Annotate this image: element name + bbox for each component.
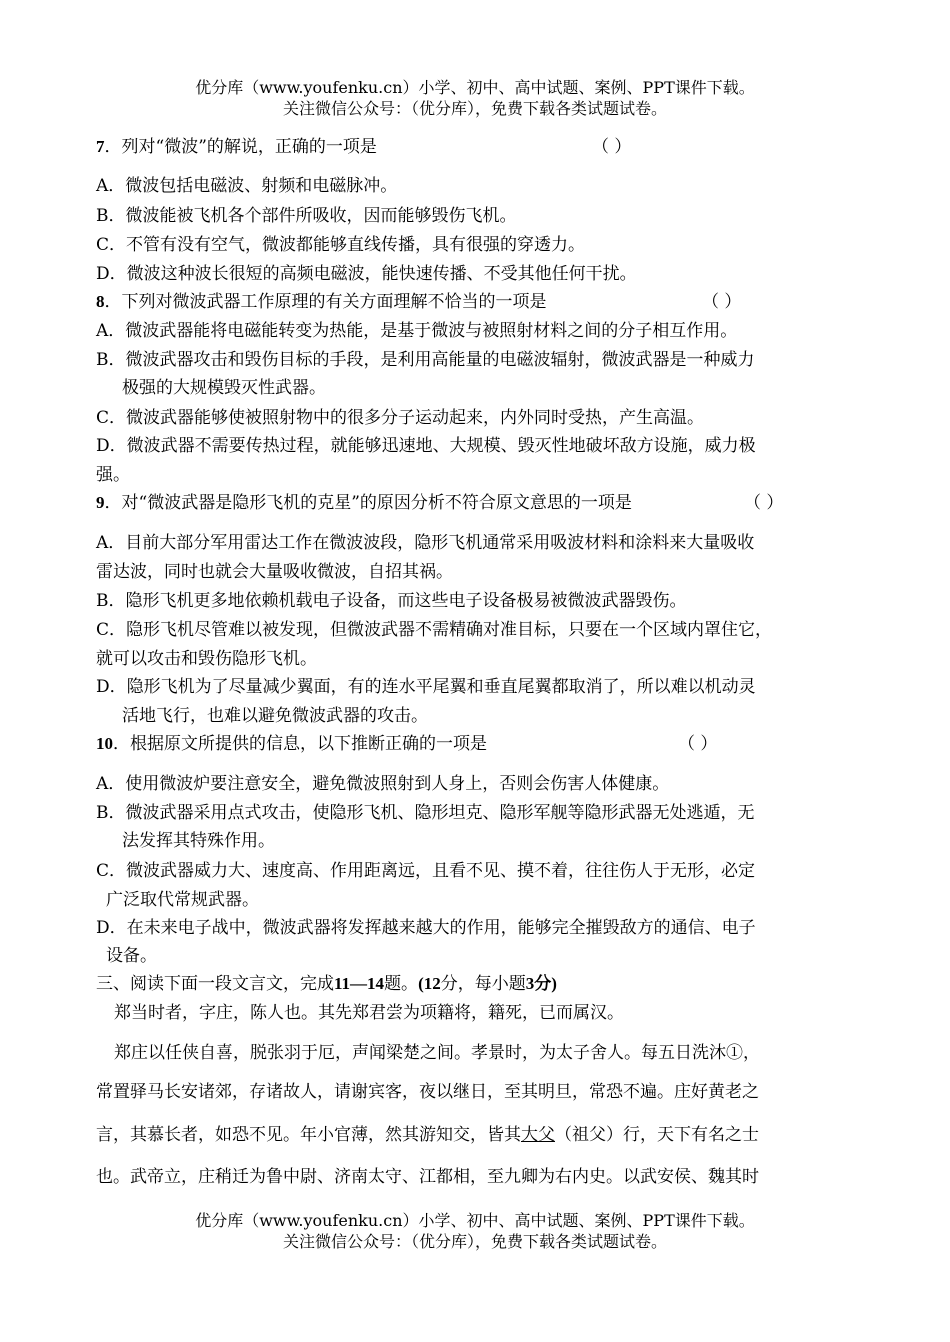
passage-paragraph-2: 郑庄以任侠自喜，脱张羽于厄，声闻梁楚之间。孝景时，为太子舍人。每五日洗沐①， — [114, 1043, 760, 1063]
question-8-option-b-continued: 极强的大规模毁灭性武器。 — [122, 378, 326, 398]
question-9-option-d-continued: 活地飞行，也难以避免微波武器的攻击。 — [122, 706, 428, 726]
question-10-option-a: A．使用微波炉要注意安全，避免微波照射到人身上，否则会伤害人体健康。 — [96, 774, 670, 794]
passage-line-3: 常置驿马长安诸郊，存诸故人，请谢宾客，夜以继日，至其明旦，常恐不遍。庄好黄老之 — [96, 1082, 759, 1102]
question-text: ．列对“微波”的解说，正确的一项是 — [104, 137, 377, 157]
header-line-2: 关注微信公众号：（优分库），免费下载各类试题试卷。 — [282, 99, 667, 118]
footer-line-2: 关注微信公众号：（优分库），免费下载各类试题试卷。 — [282, 1232, 667, 1251]
question-number: 10 — [96, 734, 113, 753]
section-3-heading — [96, 973, 557, 995]
section-score-end: 分) — [534, 974, 557, 993]
question-8-option-b: B．微波武器攻击和毁伤目标的手段，是利用高能量的电磁波辐射，微波武器是一种威力 — [96, 350, 755, 370]
passage-line-4 — [96, 1124, 759, 1146]
question-9-option-c: C．隐形飞机尽管难以被发现，但微波武器不需精确对准目标，只要在一个区域内罩住它， — [96, 620, 773, 640]
question-9-option-a-continued: 雷达波，同时也就会大量吸收微波，自招其祸。 — [96, 562, 453, 582]
underlined-term: 大父 — [521, 1125, 555, 1145]
question-text: ．下列对微波武器工作原理的有关方面理解不恰当的一项是 — [104, 292, 547, 312]
question-9-option-a: A．目前大部分军用雷达工作在微波波段，隐形飞机通常采用吸波材料和涂料来大量吸收 — [96, 533, 755, 553]
question-7-option-c: C．不管有没有空气，微波都能够直线传播，具有很强的穿透力。 — [96, 235, 586, 255]
question-number: 7 — [96, 137, 105, 156]
question-8-option-d: D．微波武器不需要传热过程，就能够迅速地、大规模、毁灭性地破坏敌方设施，威力极 — [96, 436, 756, 456]
question-10-stem — [96, 733, 487, 755]
question-7-option-a: A．微波包括电磁波、射频和电磁脉冲。 — [96, 176, 398, 196]
question-10-option-c: C．微波武器威力大、速度高、作用距离远，且看不见、摸不着，往往伤人于无形，必定 — [96, 861, 756, 881]
header-line-1: 优分库（www.youfenku.cn）小学、初中、高中试题、案例、PPT课件下载。 — [195, 78, 755, 97]
question-10-option-d: D．在未来电子战中，微波武器将发挥越来越大的作用，能够完全摧毁敌方的通信、电子 — [96, 918, 756, 938]
passage-paragraph-1: 郑当时者，字庄，陈人也。其先郑君尝为项籍将，籍死，已而属汉。 — [114, 1003, 624, 1023]
question-9-answer-blank: （ ） — [744, 493, 784, 513]
question-8-option-d-continued: 强。 — [96, 465, 130, 485]
footer-line-1: 优分库（www.youfenku.cn）小学、初中、高中试题、案例、PPT课件下载。 — [195, 1211, 755, 1230]
question-10-option-b: B．微波武器采用点式攻击，使隐形飞机、隐形坦克、隐形军舰等隐形武器无处逃遁，无 — [96, 803, 755, 823]
question-10-option-b-continued: 法发挥其特殊作用。 — [122, 831, 275, 851]
question-text: ．对“微波武器是隐形飞机的克星”的原因分析不符合原文意思的一项是 — [104, 493, 632, 513]
section-heading-mid: 题。 — [384, 974, 419, 994]
question-9-option-b: B．隐形飞机更多地依赖机载电子设备，而这些电子设备极易被微波武器毁伤。 — [96, 591, 687, 611]
passage-text: 言，其慕长者，如恐不见。年小官薄，然其游知交，皆其 — [96, 1125, 521, 1145]
question-number: 8 — [96, 292, 105, 311]
question-7-stem — [96, 136, 377, 158]
passage-line-5: 也。武帝立，庄稍迁为鲁中尉、济南太守、江都相，至九卿为右内史。以武安侯、魏其时 — [96, 1167, 759, 1187]
question-9-option-c-continued: 就可以攻击和毁伤隐形飞机。 — [96, 649, 317, 669]
question-8-answer-blank: （ ） — [702, 292, 742, 312]
question-10-option-c-continued: 广泛取代常规武器。 — [106, 890, 259, 910]
question-8-option-c: C．微波武器能够使被照射物中的很多分子运动起来，内外同时受热，产生高温。 — [96, 408, 705, 428]
question-7-answer-blank: （ ） — [592, 137, 632, 157]
question-text: ．根据原文所提供的信息，以下推断正确的一项是 — [113, 734, 487, 754]
section-score-per-item: 3 — [525, 974, 535, 993]
passage-text: （祖父）行，天下有名之士 — [555, 1125, 759, 1145]
question-number: 9 — [96, 493, 105, 512]
question-7-option-d: D．微波这种波长很短的高频电磁波，能快速传播、不受其他任何干扰。 — [96, 264, 637, 284]
section-heading-prefix: 三、阅读下面一段文言文，完成 — [96, 974, 334, 994]
question-8-stem — [96, 291, 547, 313]
question-10-answer-blank: （ ） — [678, 734, 718, 754]
section-score: (12 — [418, 974, 441, 993]
question-7-option-b: B．微波能被飞机各个部件所吸收，因而能够毁伤飞机。 — [96, 206, 517, 226]
question-9-option-d: D．隐形飞机为了尽量减少翼面，有的连水平尾翼和垂直尾翼都取消了，所以难以机动灵 — [96, 677, 756, 697]
section-score-mid: 分，每小题 — [440, 974, 526, 994]
section-question-range: 11—14 — [334, 974, 385, 993]
question-9-stem — [96, 492, 632, 514]
question-8-option-a: A．微波武器能将电磁能转变为热能，是基于微波与被照射材料之间的分子相互作用。 — [96, 321, 738, 341]
question-10-option-d-continued: 设备。 — [106, 946, 157, 966]
